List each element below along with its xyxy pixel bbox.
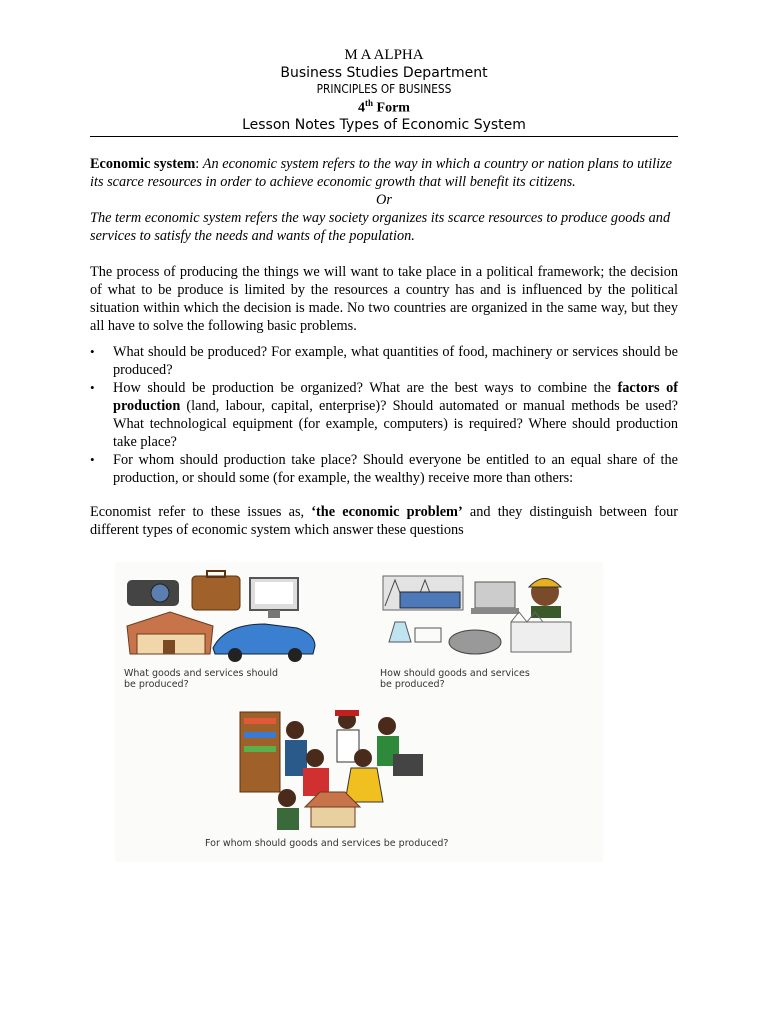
list-item: • How should be production be organized? What are the best ways to combine the factors of production (land, labour, capital, enterprise)? Should automated or manual methods be used? What technological equipment (for example, computers) is required? Where should production take place? <box>90 380 678 450</box>
department-name: Business Studies Department <box>280 65 488 81</box>
bullet: • <box>90 452 95 467</box>
economic-questions-illustration <box>115 562 603 862</box>
intro-paragraph: The process of producing the things we will want to take place in a political framework; the decision of what to be produce is limited by the resources a country has and is influenced by the political situation within which the decision is made. No two countries are organized in the same way, but they all have to solve the following basic problems. <box>90 264 678 334</box>
caption-what: What goods and services should be produced? <box>124 668 278 690</box>
caption-whom: For whom should goods and services be produced? <box>205 838 449 849</box>
term: Economic system <box>90 156 196 172</box>
bullet: • <box>90 344 95 359</box>
author-name: M A ALPHA <box>344 47 424 63</box>
production-methods-icon <box>383 576 571 654</box>
caption-how: How should goods and services be produced? <box>380 668 530 690</box>
illustration-drawing <box>115 562 603 862</box>
bullet: • <box>90 380 95 395</box>
consumer-goods-icon <box>127 571 315 662</box>
definition-2: The term economic system refers the way society organizes its scarce resources to produce goods and services to satisfy the needs and wants of the population. <box>90 210 671 244</box>
list-item: • What should be produced? For example, what quantities of food, machinery or services should be produced? <box>90 344 678 378</box>
people-distribution-icon <box>240 710 423 830</box>
definition-block: Economic system: An economic system refers to the way in which a country or nation plans to utilize its scarce resources in order to achieve economic growth that will benefit its citizens. Or The term economic system refers the way society organizes its scarce resources to produce goods and services to satisfy the needs and wants of the population. <box>90 155 678 245</box>
problem-paragraph: Economist refer to these issues as, ‘the economic problem’ and they distinguish between four different types of economic system which answer these questions <box>90 504 679 538</box>
list-item: • For whom should production take place? Should everyone be entitled to an equal share of the production, or should some (for example, the wealthy) receive more than others: <box>90 452 678 486</box>
document-title: Lesson Notes Types of Economic System <box>242 117 526 133</box>
subject-name: PRINCIPLES OF BUSINESS <box>316 82 452 96</box>
or-separator: Or <box>376 192 392 208</box>
form-level: 4th Form <box>358 98 410 116</box>
header-rule <box>90 136 678 137</box>
definition-1: An economic system refers to the way in which a country or nation plans to utilize its scarce resources in order to achieve economic growth that will benefit its citizens. <box>90 156 673 190</box>
questions-list <box>90 343 678 487</box>
